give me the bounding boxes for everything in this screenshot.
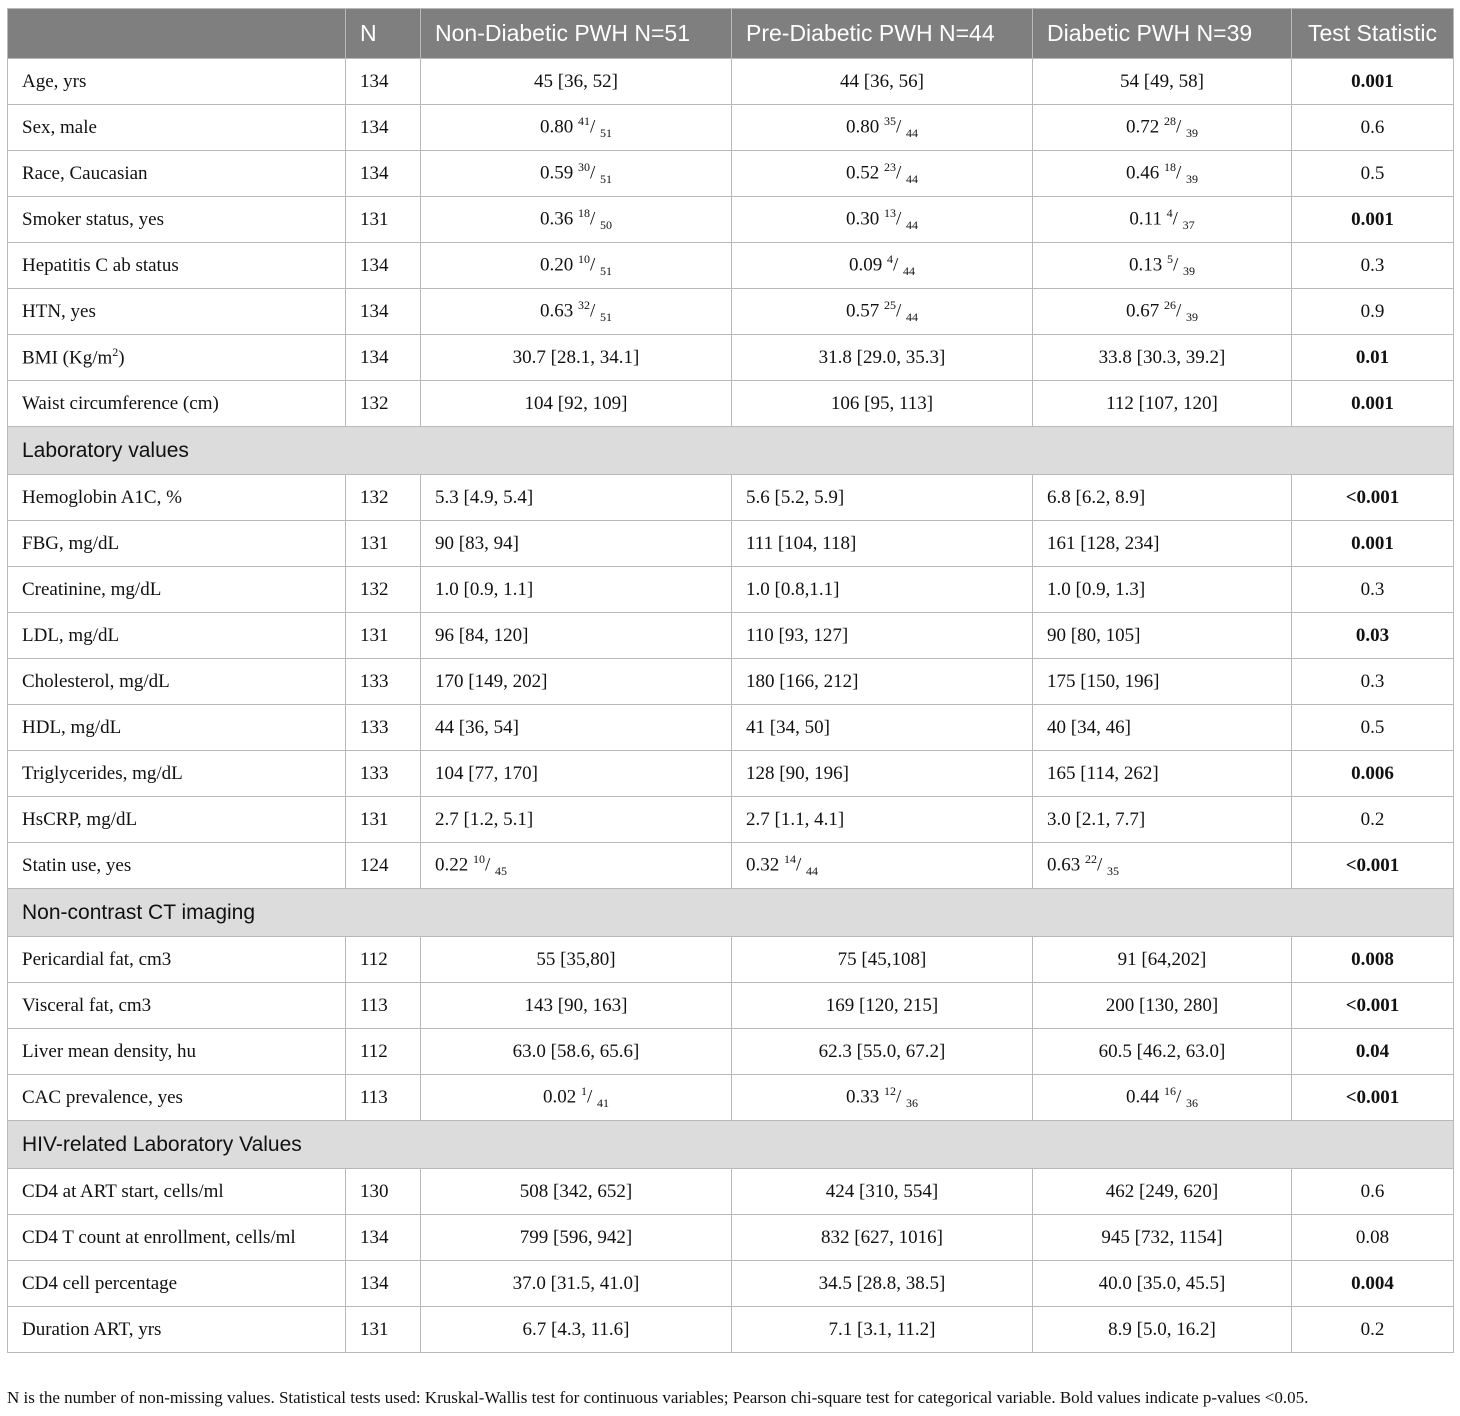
- pre-diabetic-value: 44 [36, 56]: [732, 59, 1033, 105]
- fraction-slash: /: [485, 854, 496, 876]
- table-row: [8, 1075, 1454, 1121]
- pre-diabetic-value: 75 [45,108]: [732, 937, 1033, 983]
- fraction-slash: /: [586, 1086, 598, 1108]
- row-label-text: BMI (Kg/m: [22, 347, 113, 369]
- table-row: [8, 659, 1454, 705]
- row-n: 132: [346, 567, 421, 613]
- test-statistic-value: 0.004: [1292, 1261, 1454, 1307]
- fraction-numerator: 5: [1166, 251, 1173, 266]
- row-label: [8, 335, 346, 381]
- fraction-denominator: 44: [806, 864, 819, 879]
- fraction-numerator: 18: [1163, 159, 1176, 174]
- fraction-denominator: 45: [495, 864, 508, 879]
- header-n: N: [346, 9, 421, 59]
- fraction-denominator: 39: [1186, 172, 1199, 187]
- proportion-value: 0.44: [1125, 1086, 1160, 1108]
- row-label: Hepatitis C ab status: [8, 243, 346, 289]
- non-diabetic-value: 508 [342, 652]: [421, 1169, 732, 1215]
- row-n: 134: [346, 1215, 421, 1261]
- proportion-value: 0.59: [539, 162, 574, 184]
- test-statistic-value: 0.3: [1292, 567, 1454, 613]
- pre-diabetic-value: 5.6 [5.2, 5.9]: [732, 475, 1033, 521]
- pre-diabetic-value: 34.5 [28.8, 38.5]: [732, 1261, 1033, 1307]
- row-label-end: ): [118, 347, 125, 369]
- row-n: 113: [346, 1075, 421, 1121]
- proportion-value: 0.72: [1125, 116, 1160, 138]
- test-statistic-value: 0.006: [1292, 751, 1454, 797]
- pre-diabetic-value: [732, 243, 1033, 289]
- diabetic-value: 3.0 [2.1, 7.7]: [1033, 797, 1292, 843]
- pre-diabetic-value: 128 [90, 196]: [732, 751, 1033, 797]
- diabetic-value: 54 [49, 58]: [1033, 59, 1292, 105]
- row-n: 134: [346, 1261, 421, 1307]
- non-diabetic-value: [421, 197, 732, 243]
- test-statistic-value: 0.2: [1292, 1307, 1454, 1353]
- row-n: 134: [346, 243, 421, 289]
- row-label: Sex, male: [8, 105, 346, 151]
- fraction-denominator: 44: [906, 310, 919, 325]
- fraction-slash: /: [895, 208, 907, 230]
- fraction-denominator: 44: [903, 264, 916, 279]
- row-label: HsCRP, mg/dL: [8, 797, 346, 843]
- test-statistic-value: 0.001: [1292, 521, 1454, 567]
- test-statistic-value: 0.3: [1292, 659, 1454, 705]
- fraction-slash: /: [796, 854, 807, 876]
- test-statistic-value: 0.001: [1292, 381, 1454, 427]
- row-n: 132: [346, 475, 421, 521]
- section-title: Laboratory values: [8, 427, 1454, 475]
- proportion-value: 0.80: [845, 116, 880, 138]
- fraction-denominator: 41: [597, 1096, 610, 1111]
- fraction-slash: /: [589, 162, 601, 184]
- row-label: CD4 T count at enrollment, cells/ml: [8, 1215, 346, 1261]
- diabetic-value: 175 [150, 196]: [1033, 659, 1292, 705]
- test-statistic-value: 0.03: [1292, 613, 1454, 659]
- test-statistic-value: 0.6: [1292, 105, 1454, 151]
- section-title: Non-contrast CT imaging: [8, 889, 1454, 937]
- non-diabetic-value: 6.7 [4.3, 11.6]: [421, 1307, 732, 1353]
- row-label: Race, Caucasian: [8, 151, 346, 197]
- diabetic-value: [1033, 151, 1292, 197]
- header-non-diabetic: Non-Diabetic PWH N=51: [421, 9, 732, 59]
- fraction-numerator: 32: [577, 297, 590, 312]
- pre-diabetic-value: 832 [627, 1016]: [732, 1215, 1033, 1261]
- row-label: Cholesterol, mg/dL: [8, 659, 346, 705]
- section-row: [8, 889, 1454, 937]
- row-n: 130: [346, 1169, 421, 1215]
- fraction-numerator: 4: [886, 251, 893, 266]
- diabetic-value: 1.0 [0.9, 1.3]: [1033, 567, 1292, 613]
- pre-diabetic-value: [732, 197, 1033, 243]
- table-row: [8, 475, 1454, 521]
- table-row: [8, 1307, 1454, 1353]
- table-row: [8, 521, 1454, 567]
- diabetic-value: [1033, 843, 1292, 889]
- diabetic-value: 462 [249, 620]: [1033, 1169, 1292, 1215]
- diabetic-value: 112 [107, 120]: [1033, 381, 1292, 427]
- non-diabetic-value: 1.0 [0.9, 1.1]: [421, 567, 732, 613]
- row-n: 134: [346, 335, 421, 381]
- test-statistic-value: 0.5: [1292, 151, 1454, 197]
- proportion-value: 0.63: [539, 300, 574, 322]
- test-statistic-value: <0.001: [1292, 983, 1454, 1029]
- pre-diabetic-value: [732, 289, 1033, 335]
- table-row: [8, 289, 1454, 335]
- non-diabetic-value: 44 [36, 54]: [421, 705, 732, 751]
- table-row: [8, 843, 1454, 889]
- fraction-denominator: 39: [1183, 264, 1196, 279]
- fraction-denominator: 51: [600, 126, 613, 141]
- proportion-value: 0.57: [845, 300, 880, 322]
- non-diabetic-value: 37.0 [31.5, 41.0]: [421, 1261, 732, 1307]
- diabetic-value: [1033, 197, 1292, 243]
- fraction-slash: /: [589, 300, 601, 322]
- diabetic-value: 90 [80, 105]: [1033, 613, 1292, 659]
- non-diabetic-value: [421, 289, 732, 335]
- fraction-numerator: 13: [883, 205, 896, 220]
- row-label: LDL, mg/dL: [8, 613, 346, 659]
- row-n: 134: [346, 151, 421, 197]
- row-n: 131: [346, 797, 421, 843]
- header-label: [8, 9, 346, 59]
- proportion-value: 0.11: [1129, 208, 1162, 230]
- fraction-numerator: 1: [580, 1083, 587, 1098]
- table-row: [8, 381, 1454, 427]
- non-diabetic-value: 170 [149, 202]: [421, 659, 732, 705]
- table-row: [8, 751, 1454, 797]
- row-n: 131: [346, 197, 421, 243]
- pre-diabetic-value: 424 [310, 554]: [732, 1169, 1033, 1215]
- row-label: FBG, mg/dL: [8, 521, 346, 567]
- fraction-slash: /: [895, 162, 907, 184]
- non-diabetic-value: [421, 243, 732, 289]
- table-row: [8, 59, 1454, 105]
- row-n: 112: [346, 937, 421, 983]
- fraction-denominator: 51: [600, 310, 613, 325]
- non-diabetic-value: 63.0 [58.6, 65.6]: [421, 1029, 732, 1075]
- non-diabetic-value: 799 [596, 942]: [421, 1215, 732, 1261]
- non-diabetic-value: 45 [36, 52]: [421, 59, 732, 105]
- pre-diabetic-value: 62.3 [55.0, 67.2]: [732, 1029, 1033, 1075]
- row-label-superscript: 2: [112, 345, 119, 360]
- table-row: [8, 613, 1454, 659]
- row-n: 133: [346, 705, 421, 751]
- diabetic-value: 165 [114, 262]: [1033, 751, 1292, 797]
- fraction-numerator: 10: [577, 251, 590, 266]
- test-statistic-value: 0.001: [1292, 59, 1454, 105]
- table-container: [7, 8, 1453, 1353]
- test-statistic-value: 0.04: [1292, 1029, 1454, 1075]
- fraction-denominator: 35: [1107, 864, 1120, 879]
- proportion-value: 0.09: [848, 254, 883, 276]
- non-diabetic-value: [421, 105, 732, 151]
- section-row: [8, 1121, 1454, 1169]
- fraction-numerator: 10: [473, 851, 485, 866]
- row-label: HTN, yes: [8, 289, 346, 335]
- table-row: [8, 983, 1454, 1029]
- diabetic-value: 60.5 [46.2, 63.0]: [1033, 1029, 1292, 1075]
- table-header: [8, 9, 1454, 59]
- table-footnote: N is the number of non-missing values. Statistical tests used: Kruskal-Wallis test for continuous variables; Pearson chi-square test for categorical variable. Bold values indicate p-values <0.05.: [7, 1388, 1309, 1407]
- fraction-numerator: 4: [1166, 205, 1173, 220]
- non-diabetic-value: [421, 1075, 732, 1121]
- proportion-value: 0.67: [1125, 300, 1160, 322]
- row-n: 131: [346, 1307, 421, 1353]
- table-row: [8, 335, 1454, 381]
- pre-diabetic-value: [732, 843, 1033, 889]
- pre-diabetic-value: 169 [120, 215]: [732, 983, 1033, 1029]
- fraction-numerator: 18: [577, 205, 590, 220]
- table-row: [8, 243, 1454, 289]
- table-row: [8, 797, 1454, 843]
- pre-diabetic-value: 2.7 [1.1, 4.1]: [732, 797, 1033, 843]
- fraction-slash: /: [1175, 1086, 1187, 1108]
- non-diabetic-value: 143 [90, 163]: [421, 983, 732, 1029]
- pre-diabetic-value: 41 [34, 50]: [732, 705, 1033, 751]
- fraction-numerator: 25: [883, 297, 896, 312]
- non-diabetic-value: 30.7 [28.1, 34.1]: [421, 335, 732, 381]
- row-label: Triglycerides, mg/dL: [8, 751, 346, 797]
- fraction-denominator: 44: [906, 126, 919, 141]
- diabetic-value: 40 [34, 46]: [1033, 705, 1292, 751]
- pre-diabetic-value: 180 [166, 212]: [732, 659, 1033, 705]
- diabetic-value: 200 [130, 280]: [1033, 983, 1292, 1029]
- fraction-slash: /: [589, 208, 601, 230]
- diabetic-value: [1033, 105, 1292, 151]
- fraction-numerator: 41: [577, 113, 590, 128]
- fraction-denominator: 44: [906, 218, 919, 233]
- proportion-value: 0.22: [435, 854, 469, 876]
- test-statistic-value: 0.008: [1292, 937, 1454, 983]
- table-row: [8, 937, 1454, 983]
- header-diabetic: Diabetic PWH N=39: [1033, 9, 1292, 59]
- table-row: [8, 151, 1454, 197]
- proportion-value: 0.80: [539, 116, 574, 138]
- row-n: 131: [346, 521, 421, 567]
- row-n: 133: [346, 751, 421, 797]
- non-diabetic-value: [421, 843, 732, 889]
- test-statistic-value: 0.6: [1292, 1169, 1454, 1215]
- table-row: [8, 1215, 1454, 1261]
- row-label: Hemoglobin A1C, %: [8, 475, 346, 521]
- fraction-denominator: 51: [600, 264, 613, 279]
- non-diabetic-value: [421, 151, 732, 197]
- fraction-slash: /: [1175, 300, 1187, 322]
- diabetic-value: 8.9 [5.0, 16.2]: [1033, 1307, 1292, 1353]
- diabetic-value: [1033, 289, 1292, 335]
- non-diabetic-value: 104 [77, 170]: [421, 751, 732, 797]
- row-n: 124: [346, 843, 421, 889]
- pre-diabetic-value: 106 [95, 113]: [732, 381, 1033, 427]
- row-n: 113: [346, 983, 421, 1029]
- test-statistic-value: 0.2: [1292, 797, 1454, 843]
- fraction-slash: /: [892, 254, 904, 276]
- fraction-numerator: 26: [1163, 297, 1176, 312]
- row-label: Waist circumference (cm): [8, 381, 346, 427]
- proportion-value: 0.63: [1047, 854, 1081, 876]
- test-statistic-value: 0.01: [1292, 335, 1454, 381]
- fraction-slash: /: [1175, 162, 1187, 184]
- proportion-value: 0.36: [539, 208, 574, 230]
- diabetic-value: [1033, 243, 1292, 289]
- fraction-slash: /: [589, 116, 601, 138]
- test-statistic-value: 0.08: [1292, 1215, 1454, 1261]
- table-row: [8, 1169, 1454, 1215]
- fraction-slash: /: [1172, 254, 1184, 276]
- non-diabetic-value: 55 [35,80]: [421, 937, 732, 983]
- diabetic-value: 40.0 [35.0, 45.5]: [1033, 1261, 1292, 1307]
- diabetic-value: 161 [128, 234]: [1033, 521, 1292, 567]
- fraction-denominator: 44: [906, 172, 919, 187]
- diabetic-value: 33.8 [30.3, 39.2]: [1033, 335, 1292, 381]
- section-row: [8, 427, 1454, 475]
- test-statistic-value: 0.5: [1292, 705, 1454, 751]
- row-label: Pericardial fat, cm3: [8, 937, 346, 983]
- row-n: 134: [346, 289, 421, 335]
- diabetic-value: 91 [64,202]: [1033, 937, 1292, 983]
- fraction-numerator: 22: [1085, 851, 1097, 866]
- table-row: [8, 705, 1454, 751]
- row-label: CD4 cell percentage: [8, 1261, 346, 1307]
- pre-diabetic-value: [732, 151, 1033, 197]
- proportion-value: 0.32: [746, 854, 780, 876]
- row-n: 131: [346, 613, 421, 659]
- row-label: CAC prevalence, yes: [8, 1075, 346, 1121]
- row-label: Age, yrs: [8, 59, 346, 105]
- non-diabetic-value: 96 [84, 120]: [421, 613, 732, 659]
- row-label: Smoker status, yes: [8, 197, 346, 243]
- row-n: 134: [346, 105, 421, 151]
- header-test-statistic: Test Statistic: [1292, 9, 1454, 59]
- table-row: [8, 567, 1454, 613]
- fraction-denominator: 37: [1182, 218, 1195, 233]
- row-label: HDL, mg/dL: [8, 705, 346, 751]
- diabetic-value: [1033, 1075, 1292, 1121]
- fraction-denominator: 50: [600, 218, 613, 233]
- test-statistic-value: 0.001: [1292, 197, 1454, 243]
- table-row: [8, 1261, 1454, 1307]
- proportion-value: 0.46: [1125, 162, 1160, 184]
- table-row: [8, 105, 1454, 151]
- fraction-slash: /: [895, 116, 907, 138]
- header-row: [8, 9, 1454, 59]
- proportion-value: 0.13: [1128, 254, 1163, 276]
- fraction-denominator: 39: [1186, 310, 1199, 325]
- pre-diabetic-value: 1.0 [0.8,1.1]: [732, 567, 1033, 613]
- proportion-value: 0.30: [845, 208, 880, 230]
- pre-diabetic-value: 31.8 [29.0, 35.3]: [732, 335, 1033, 381]
- test-statistic-value: 0.9: [1292, 289, 1454, 335]
- row-n: 133: [346, 659, 421, 705]
- fraction-slash: /: [1175, 116, 1187, 138]
- fraction-numerator: 12: [883, 1083, 896, 1098]
- pre-diabetic-value: [732, 1075, 1033, 1121]
- pre-diabetic-value: 111 [104, 118]: [732, 521, 1033, 567]
- fraction-slash: /: [1097, 854, 1108, 876]
- row-label: Duration ART, yrs: [8, 1307, 346, 1353]
- diabetic-value: 6.8 [6.2, 8.9]: [1033, 475, 1292, 521]
- fraction-slash: /: [589, 254, 601, 276]
- non-diabetic-value: 90 [83, 94]: [421, 521, 732, 567]
- table-row: [8, 1029, 1454, 1075]
- pre-diabetic-value: 110 [93, 127]: [732, 613, 1033, 659]
- fraction-numerator: 28: [1163, 113, 1176, 128]
- diabetic-value: 945 [732, 1154]: [1033, 1215, 1292, 1261]
- test-statistic-value: <0.001: [1292, 475, 1454, 521]
- non-diabetic-value: 104 [92, 109]: [421, 381, 732, 427]
- fraction-numerator: 16: [1163, 1083, 1176, 1098]
- fraction-slash: /: [1172, 208, 1183, 230]
- fraction-slash: /: [895, 1086, 907, 1108]
- proportion-value: 0.33: [845, 1086, 880, 1108]
- test-statistic-value: 0.3: [1292, 243, 1454, 289]
- row-label: CD4 at ART start, cells/ml: [8, 1169, 346, 1215]
- test-statistic-value: <0.001: [1292, 1075, 1454, 1121]
- section-title: HIV-related Laboratory Values: [8, 1121, 1454, 1169]
- fraction-numerator: 30: [577, 159, 590, 174]
- table-body: [8, 59, 1454, 1353]
- fraction-numerator: 35: [883, 113, 896, 128]
- fraction-denominator: 36: [1186, 1096, 1199, 1111]
- row-label: Statin use, yes: [8, 843, 346, 889]
- characteristics-table: [7, 8, 1454, 1353]
- proportion-value: 0.20: [539, 254, 574, 276]
- test-statistic-value: <0.001: [1292, 843, 1454, 889]
- row-n: 134: [346, 59, 421, 105]
- non-diabetic-value: 2.7 [1.2, 5.1]: [421, 797, 732, 843]
- table-row: [8, 197, 1454, 243]
- non-diabetic-value: 5.3 [4.9, 5.4]: [421, 475, 732, 521]
- row-label: Creatinine, mg/dL: [8, 567, 346, 613]
- row-label: Visceral fat, cm3: [8, 983, 346, 1029]
- fraction-denominator: 39: [1186, 126, 1199, 141]
- fraction-numerator: 23: [883, 159, 896, 174]
- fraction-numerator: 14: [784, 851, 796, 866]
- fraction-denominator: 51: [600, 172, 613, 187]
- proportion-value: 0.02: [542, 1086, 577, 1108]
- row-n: 112: [346, 1029, 421, 1075]
- row-label: Liver mean density, hu: [8, 1029, 346, 1075]
- fraction-slash: /: [895, 300, 907, 322]
- proportion-value: 0.52: [845, 162, 880, 184]
- row-n: 132: [346, 381, 421, 427]
- pre-diabetic-value: [732, 105, 1033, 151]
- fraction-denominator: 36: [906, 1096, 919, 1111]
- header-pre-diabetic: Pre-Diabetic PWH N=44: [732, 9, 1033, 59]
- pre-diabetic-value: 7.1 [3.1, 11.2]: [732, 1307, 1033, 1353]
